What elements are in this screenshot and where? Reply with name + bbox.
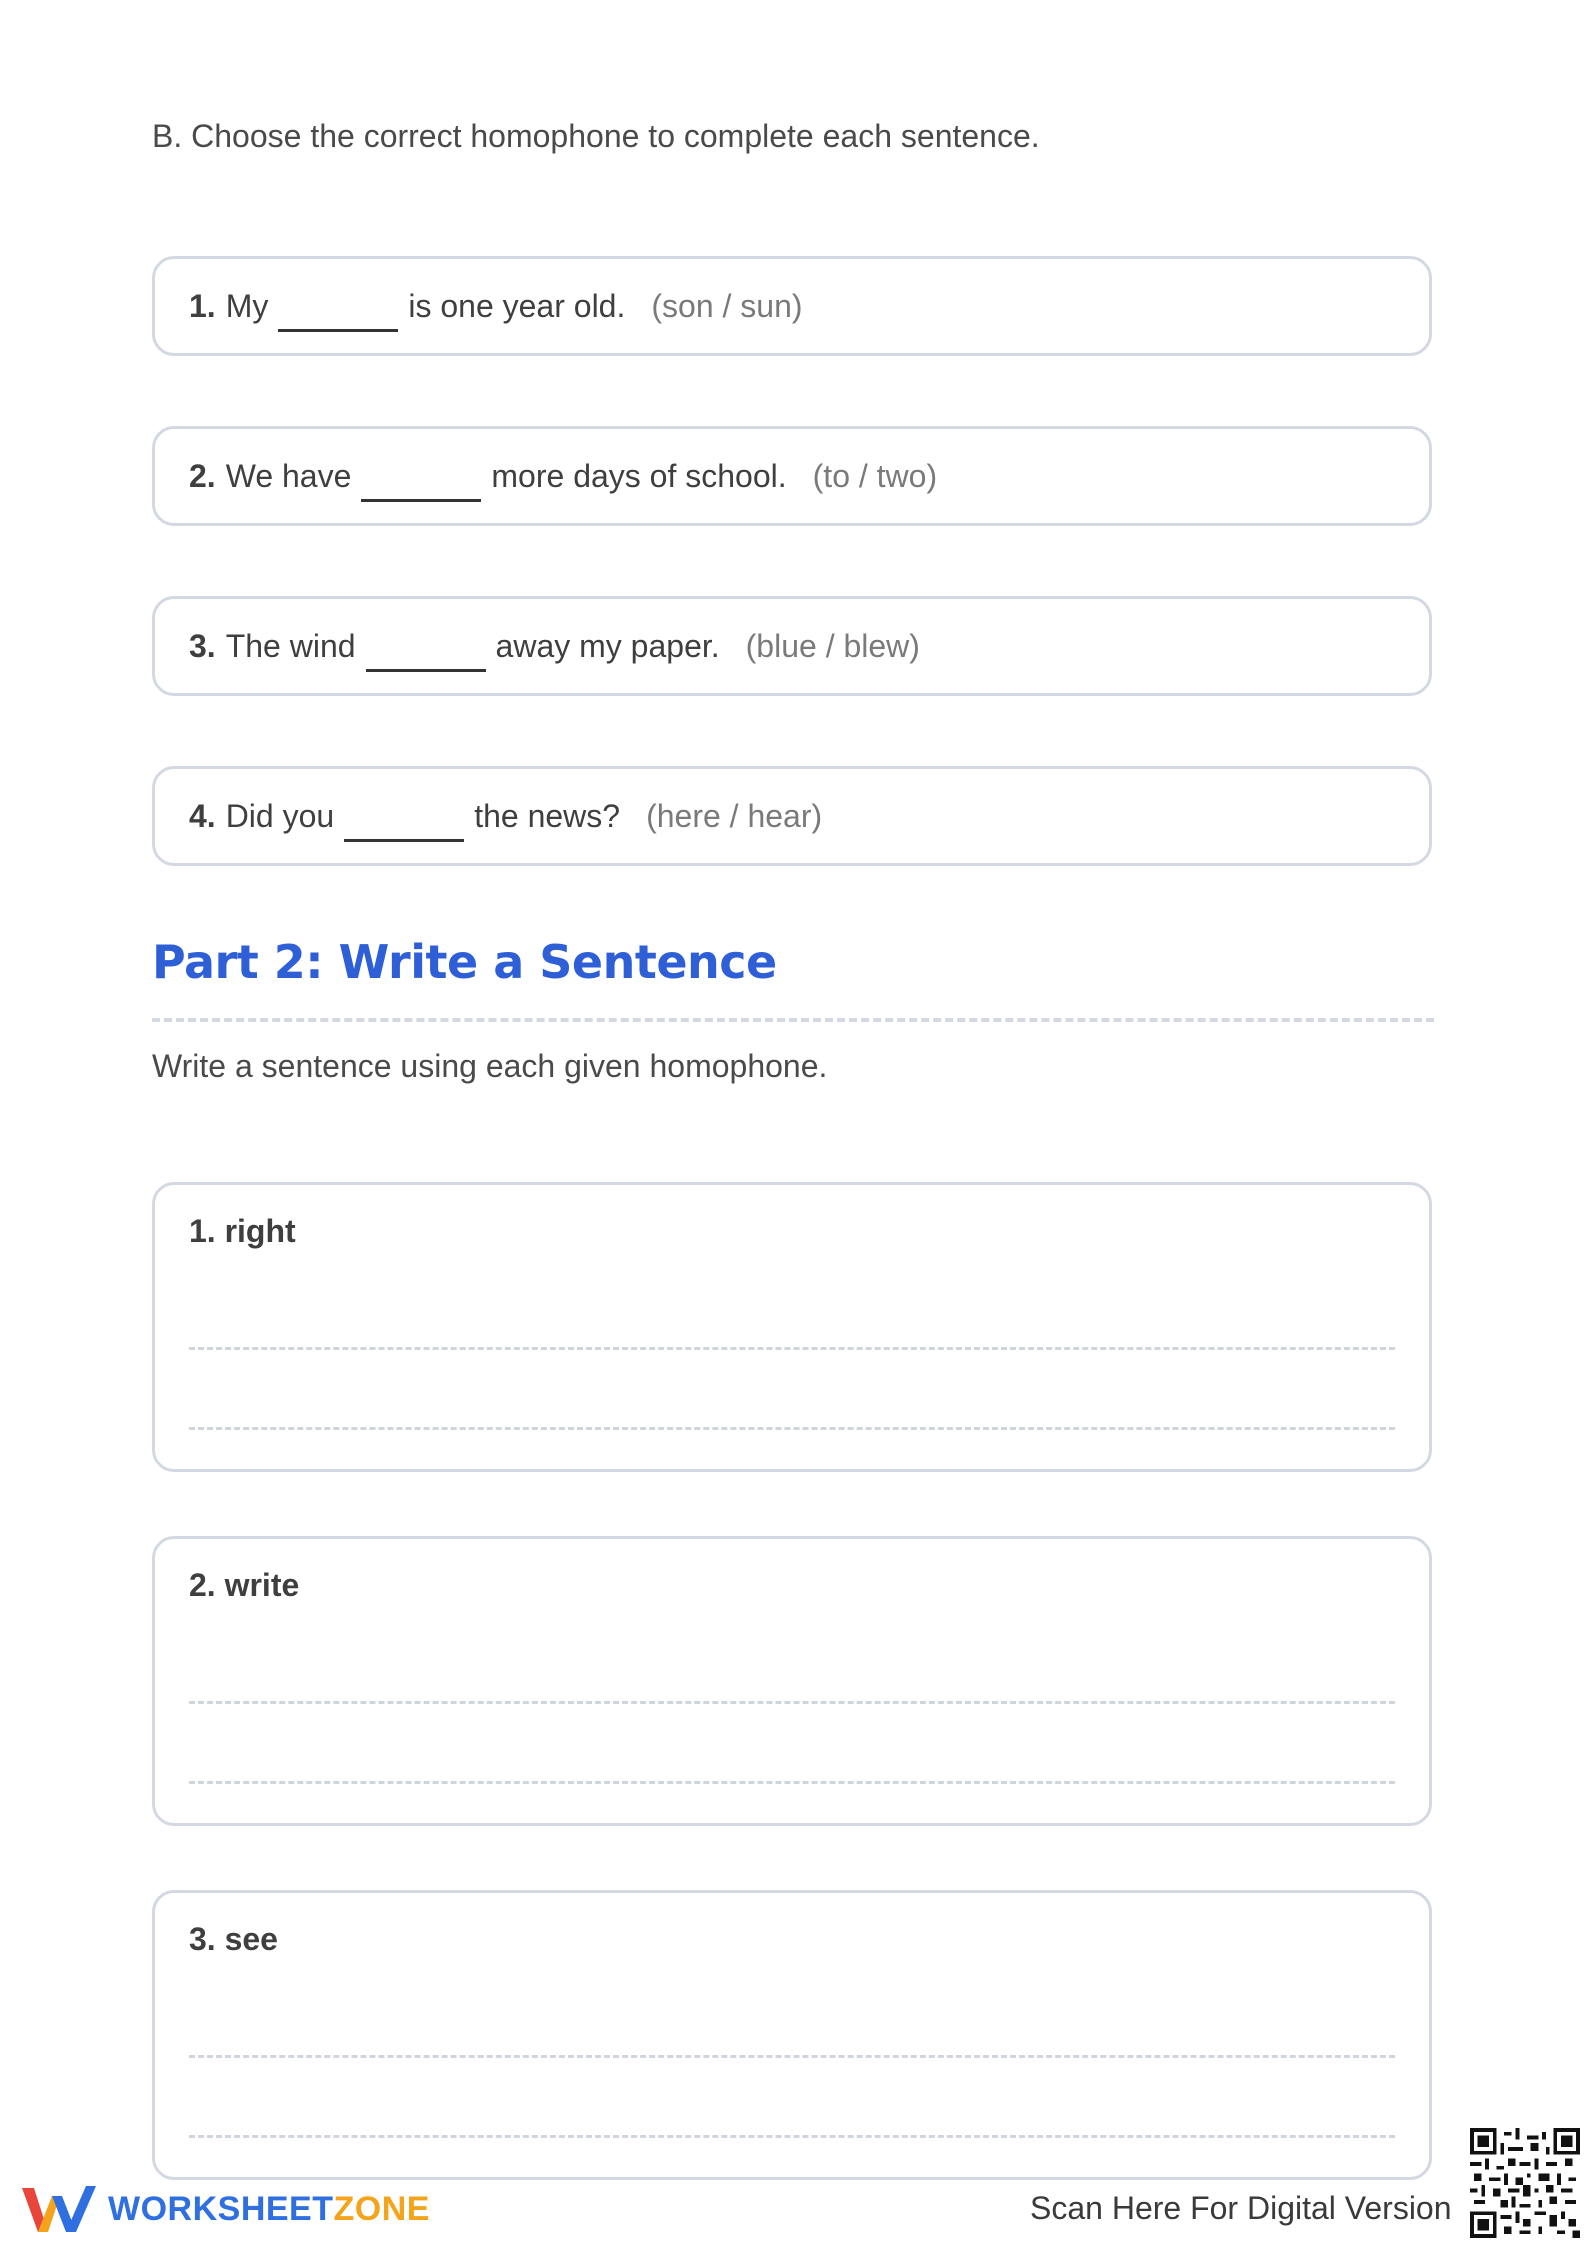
sentence-word-label: 3. see [189, 1921, 278, 1957]
answer-blank[interactable] [344, 803, 464, 842]
answer-blank[interactable] [361, 463, 481, 502]
question-4 [152, 766, 1432, 866]
sentence-box-2 [152, 1536, 1432, 1826]
question-text-after: is one year old. [408, 287, 626, 324]
sentence-word-label: 1. right [189, 1213, 296, 1249]
question-text-before: My [225, 287, 269, 324]
question-number: 1. [189, 287, 216, 324]
part-2-title: Part 2: Write a Sentence [152, 935, 777, 989]
question-2 [152, 426, 1432, 526]
section-divider [152, 1018, 1434, 1022]
question-text-after: away my paper. [495, 627, 720, 664]
question-text-after: the news? [474, 797, 621, 834]
writing-line[interactable] [189, 2135, 1395, 2138]
question-hint: (son / sun) [651, 287, 803, 324]
question-number: 2. [189, 457, 216, 494]
question-hint: (blue / blew) [745, 627, 920, 664]
scan-text: Scan Here For Digital Version [1030, 2190, 1452, 2226]
question-text-before: We have [225, 457, 352, 494]
question-text-after: more days of school. [491, 457, 787, 494]
worksheetzone-logo-icon [18, 2178, 98, 2240]
question-hint: (here / hear) [646, 797, 823, 834]
question-number: 3. [189, 627, 216, 664]
brand-name [108, 2190, 430, 2229]
question-hint: (to / two) [812, 457, 938, 494]
sentence-box-1 [152, 1182, 1432, 1472]
section-b-instruction: B. Choose the correct homophone to complete each sentence. [152, 118, 1040, 154]
worksheetzone-logo[interactable] [18, 2178, 430, 2240]
question-number: 4. [189, 797, 216, 834]
question-3 [152, 596, 1432, 696]
brand-name-part2: ZONE [333, 2189, 430, 2228]
sentence-word-label: 2. write [189, 1567, 300, 1603]
writing-line[interactable] [189, 1427, 1395, 1430]
writing-line[interactable] [189, 1701, 1395, 1704]
answer-blank[interactable] [366, 633, 486, 672]
question-text-before: The wind [225, 627, 356, 664]
question-1 [152, 256, 1432, 356]
question-text-before: Did you [225, 797, 335, 834]
sentence-box-3 [152, 1890, 1432, 2180]
qr-code-icon[interactable] [1470, 2128, 1580, 2238]
part-2-instruction: Write a sentence using each given homophone. [152, 1048, 828, 1084]
brand-name-part1: WORKSHEET [108, 2189, 334, 2228]
writing-line[interactable] [189, 1347, 1395, 1350]
writing-line[interactable] [189, 1781, 1395, 1784]
answer-blank[interactable] [278, 293, 398, 332]
writing-line[interactable] [189, 2055, 1395, 2058]
